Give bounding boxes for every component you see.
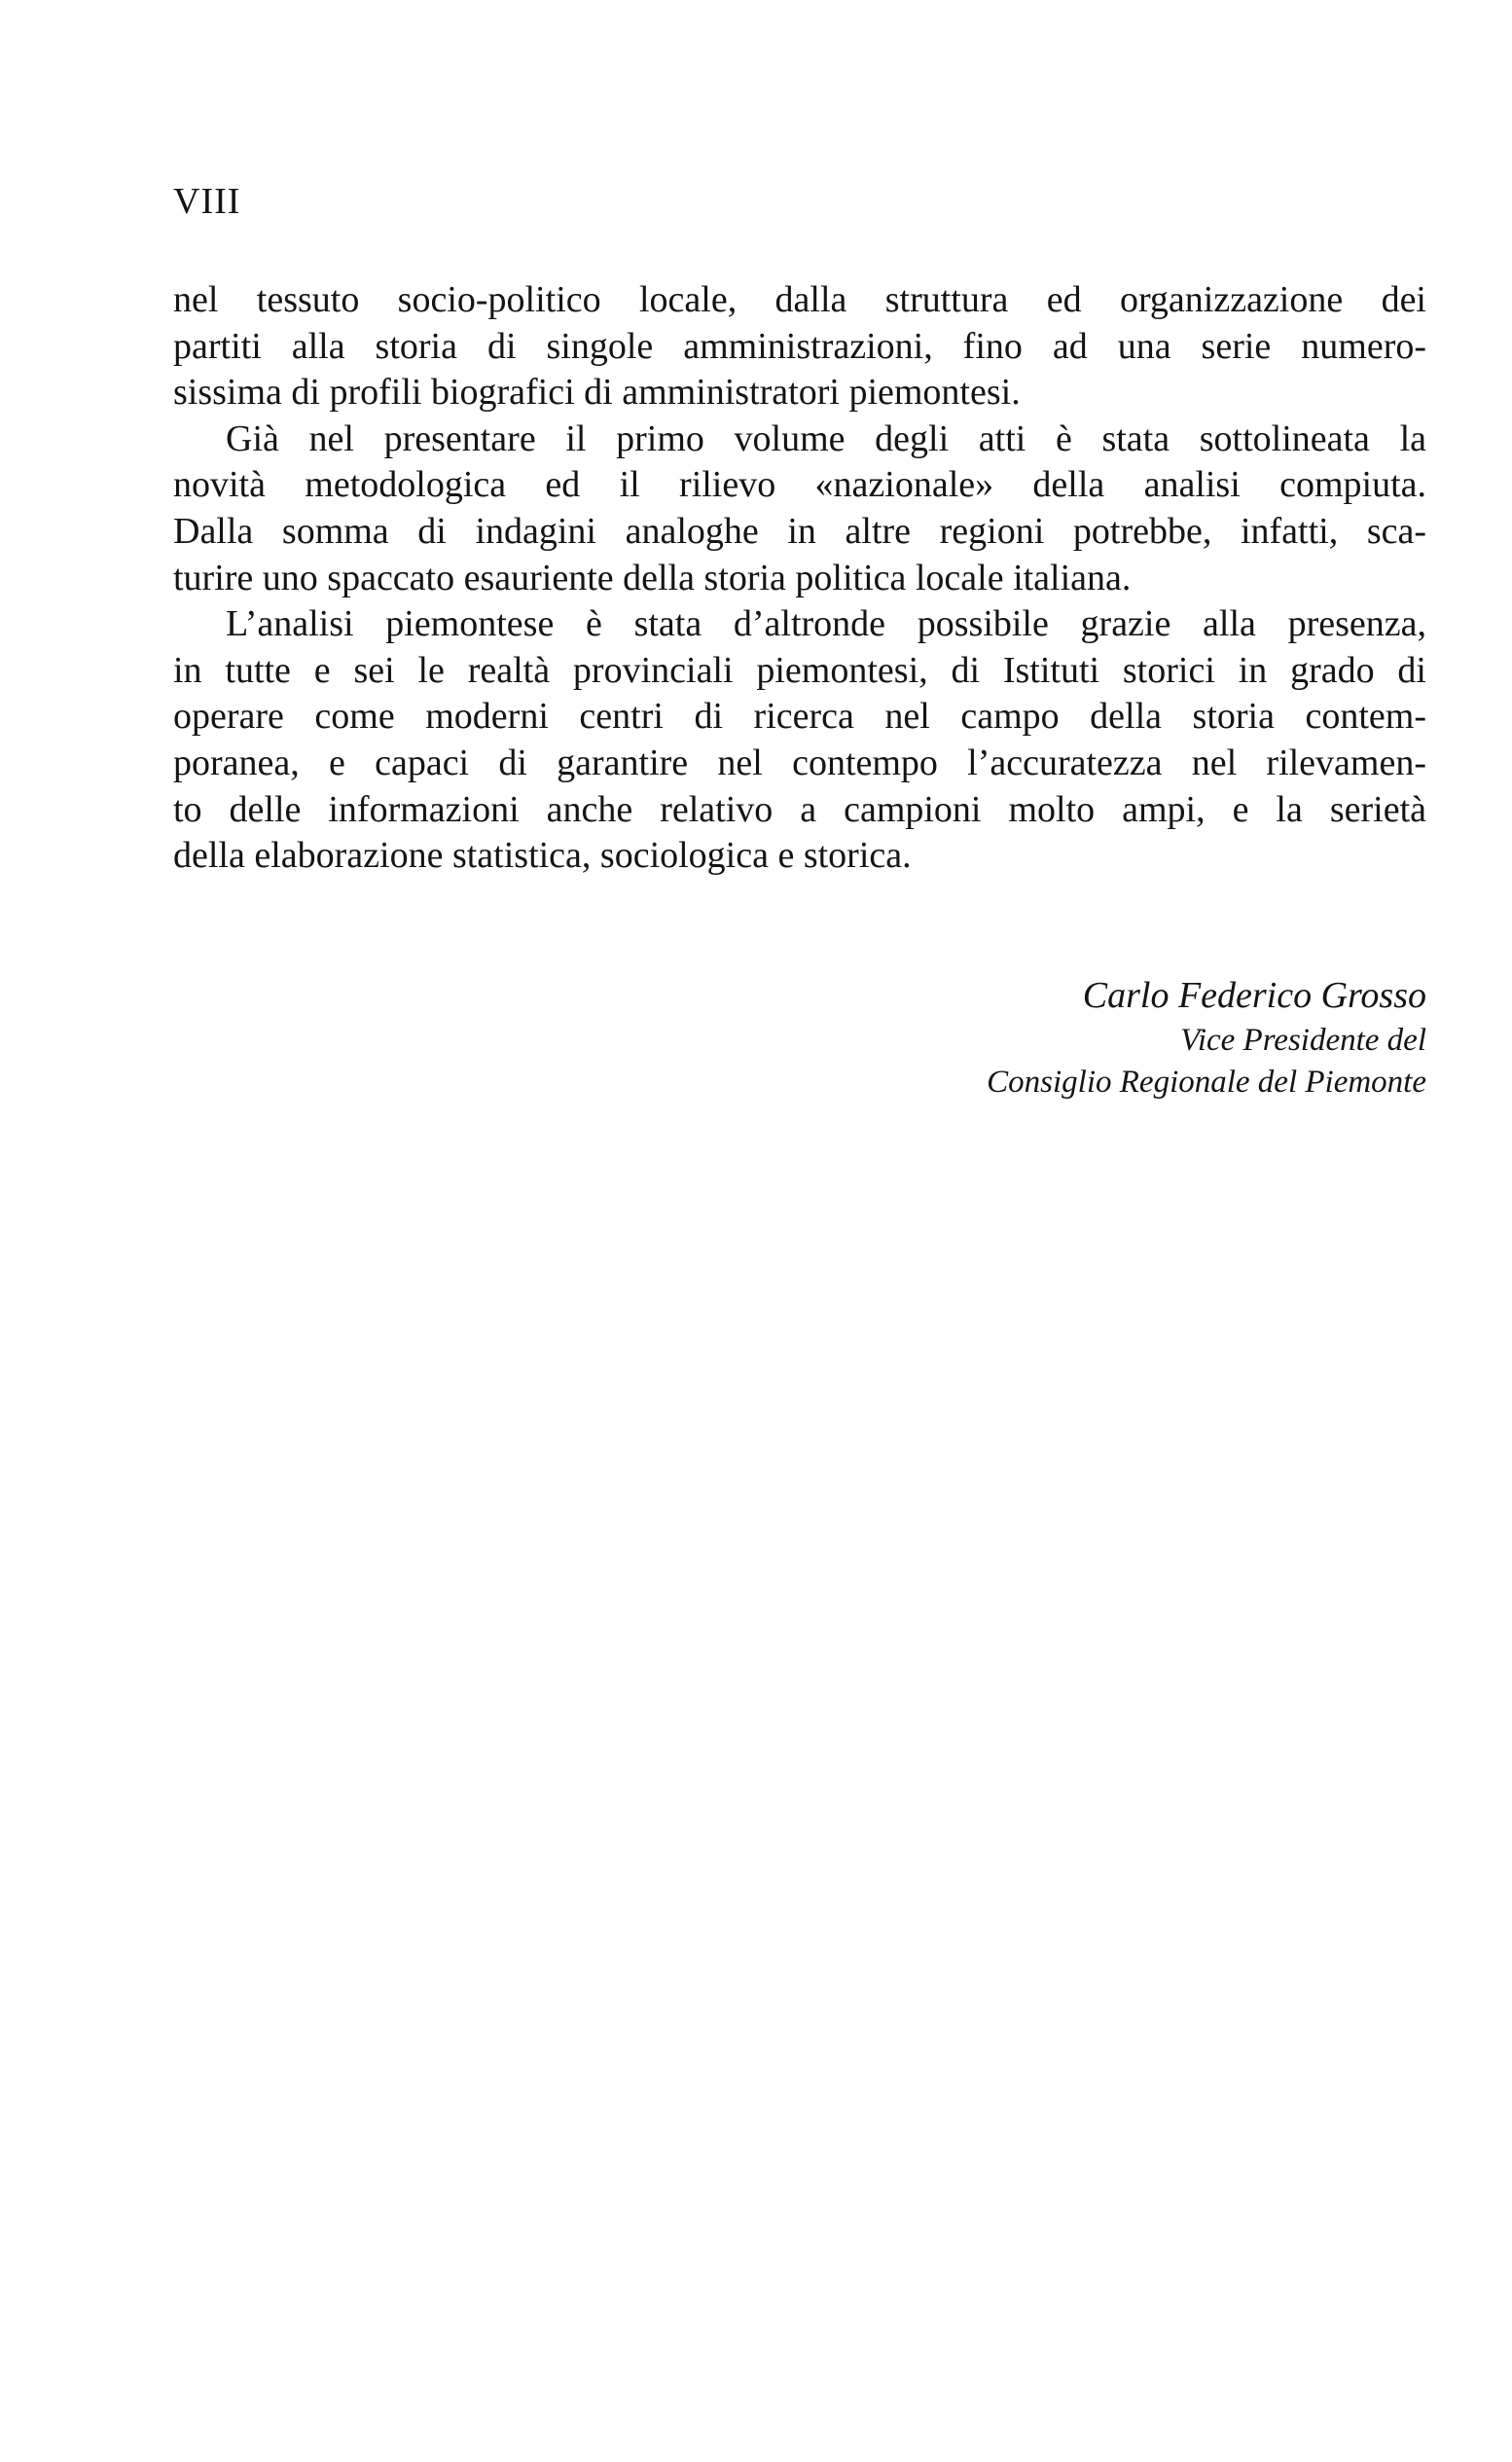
text-line: sissima di profili biografici di amministratori piemontesi. xyxy=(173,372,1021,414)
text-line: turire uno spaccato esauriente della storia politica locale italiana. xyxy=(173,557,1132,598)
text-line: in tutte e sei le realtà provinciali piemontesi, di Istituti storici in grado di xyxy=(173,649,1426,691)
signature-role-line: Vice Presidente del xyxy=(1180,1023,1426,1058)
text-line: novità metodologica ed il rilievo «nazionale» della analisi compiuta. xyxy=(173,464,1426,506)
signature-name: Carlo Federico Grosso xyxy=(1082,975,1426,1016)
body-text xyxy=(173,277,1426,880)
text-line: Già nel presentare il primo volume degli atti è stata sottolineata la xyxy=(226,417,1426,459)
text-line: operare come moderni centri di ricerca nel campo della storia contem- xyxy=(173,696,1426,738)
signature-role-line: Consiglio Regionale del Piemonte xyxy=(987,1065,1426,1100)
text-line: nel tessuto socio-politico locale, dalla struttura ed organizzazione dei xyxy=(173,279,1426,320)
text-line: poranea, e capaci di garantire nel contempo l’accuratezza nel rilevamen- xyxy=(173,742,1426,783)
text-line: Dalla somma di indagini analoghe in altre regioni potrebbe, infatti, sca- xyxy=(173,510,1426,552)
text-line: to delle informazioni anche relativo a campioni molto ampi, e la serietà xyxy=(173,788,1426,830)
text-line: L’analisi piemontese è stata d’altronde possibile grazie alla presenza, xyxy=(226,603,1426,645)
page-number: VIII xyxy=(173,181,241,222)
signature-block xyxy=(987,971,1426,1104)
text-line: partiti alla storia di singole amministrazioni, fino ad una serie numero- xyxy=(173,325,1426,367)
text-line: della elaborazione statistica, sociologica e storica. xyxy=(173,835,912,877)
